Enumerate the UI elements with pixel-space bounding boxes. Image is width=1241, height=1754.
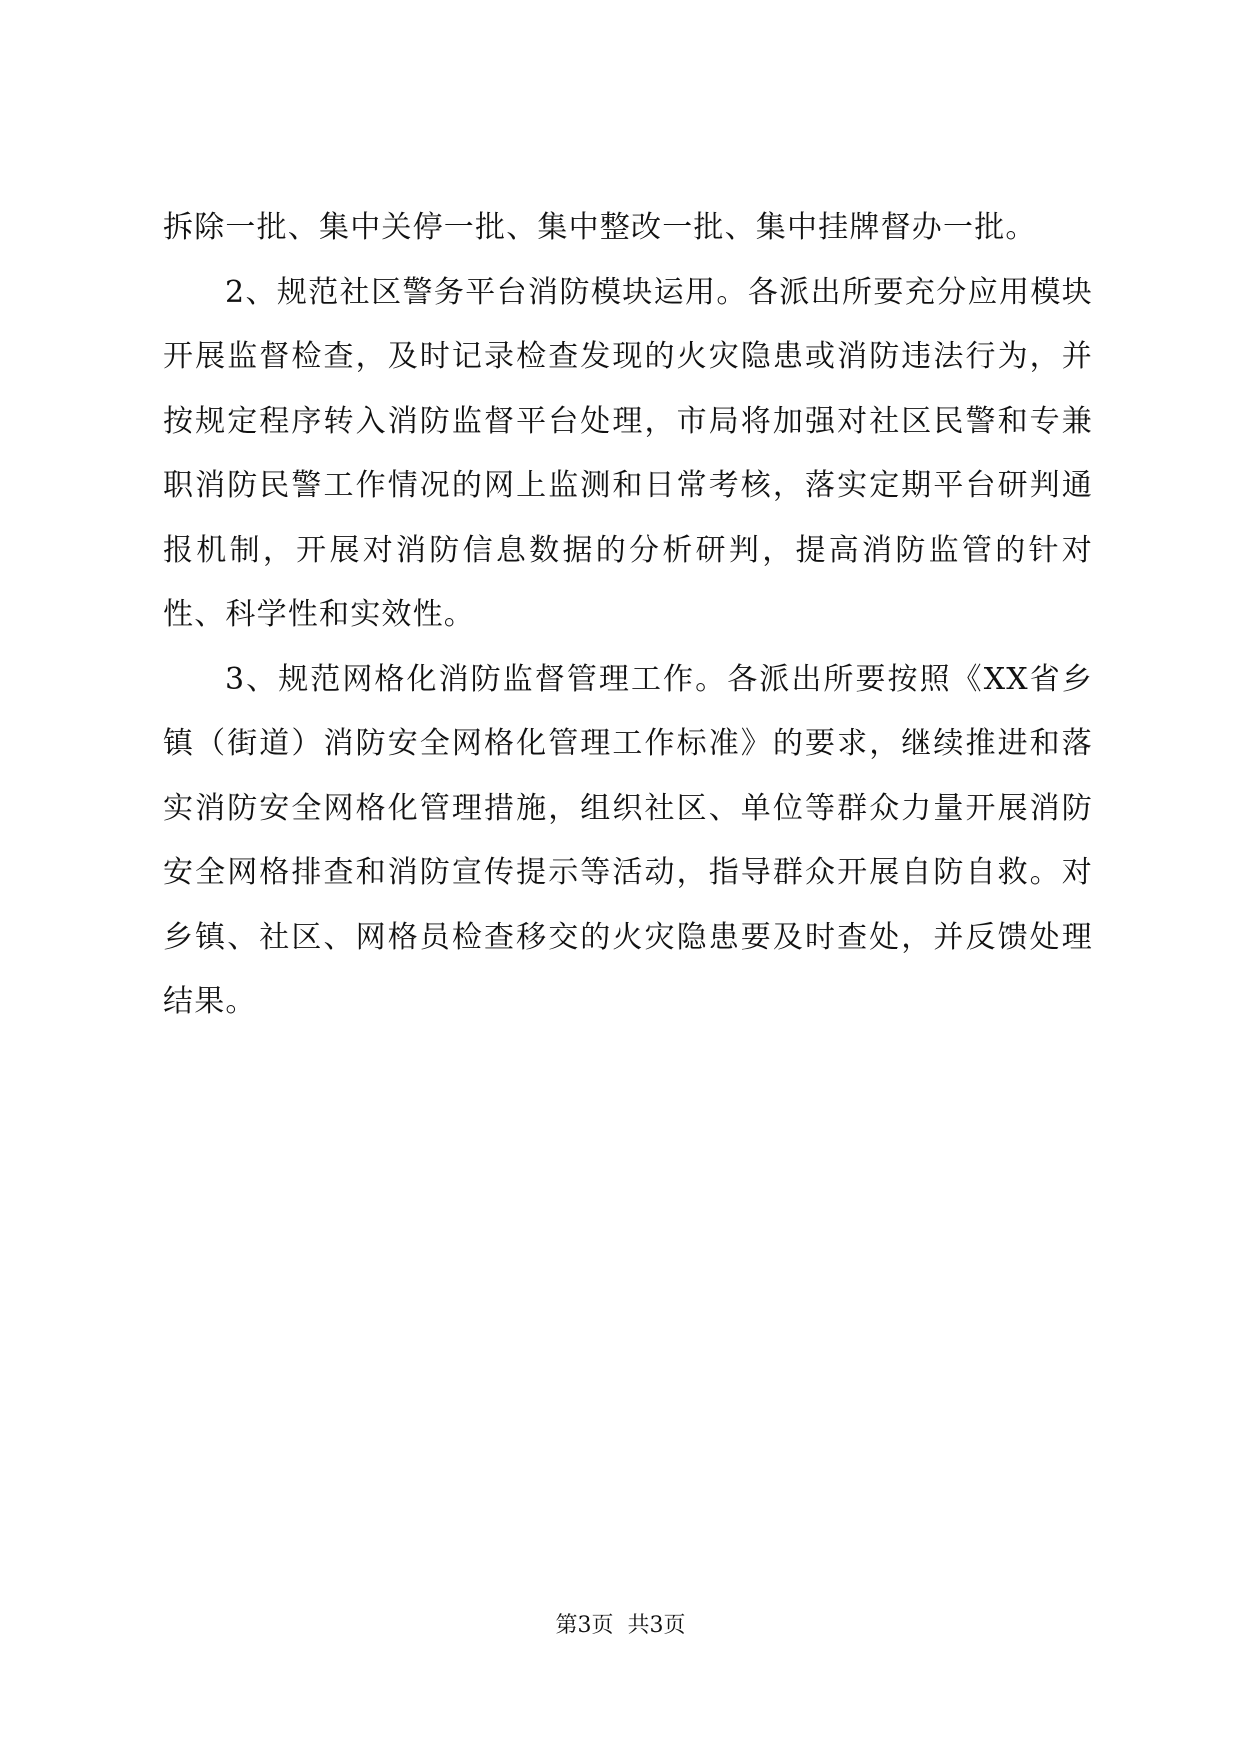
page-total: 共3页 xyxy=(627,1613,686,1638)
paragraph-1: 拆除一批、集中关停一批、集中整改一批、集中挂牌督办一批。 xyxy=(163,210,1037,245)
document-body xyxy=(163,196,1093,1035)
paragraph-3: 3、规范网格化消防监督管理工作。各派出所要按照《XX省乡镇（街道）消防安全网格化管理工作标准》的要求，继续推进和落实消防安全网格化管理措施，组织社区、单位等群众力量开展消防安全网格排查和消防宣传提示等活动，指导群众开展自防自救。对乡镇、社区、网格员检查移交的火灾隐患要及时查处，并反馈处理结果。 xyxy=(163,661,1093,1019)
page-footer xyxy=(0,1608,1241,1639)
page-number: 第3页 xyxy=(555,1613,614,1638)
paragraph-2: 2、规范社区警务平台消防模块运用。各派出所要充分应用模块开展监督检查，及时记录检查发现的火灾隐患或消防违法行为，并按规定程序转入消防监督平台处理，市局将加强对社区民警和专兼职消防民警工作情况的网上监测和日常考核，落实定期平台研判通报机制，开展对消防信息数据的分析研判，提高消防监管的针对性、科学性和实效性。 xyxy=(163,274,1093,632)
